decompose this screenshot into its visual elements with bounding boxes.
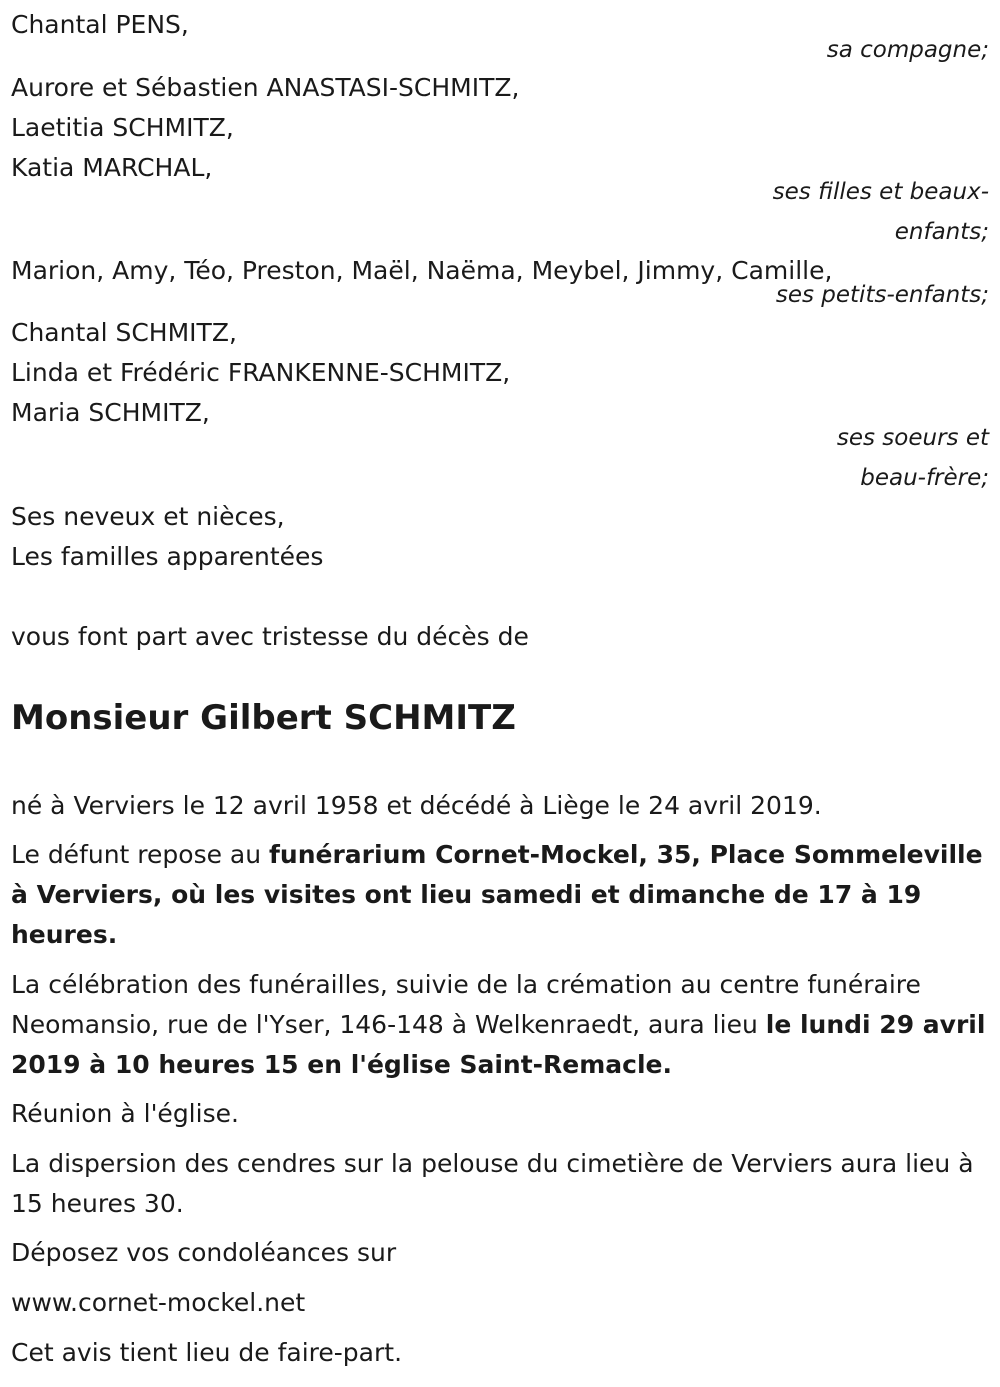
relatives-line: Ses neveux et nièces, xyxy=(11,502,285,531)
deceased-name: Monsieur Gilbert SCHMITZ xyxy=(11,698,516,738)
website-link[interactable]: www.cornet-mockel.net xyxy=(11,1288,306,1317)
condolences-text: Déposez vos condoléances sur xyxy=(11,1238,397,1267)
sibling-line: Linda et Frédéric FRANKENNE-SCHMITZ, xyxy=(11,358,511,387)
siblings-role-cont: beau-frère; xyxy=(860,465,989,491)
dispersion-text: La dispersion des cendres sur la pelouse du cimetière de Verviers aura lieu à 15 heures 30. xyxy=(11,1149,974,1218)
partner-name: Chantal PENS, xyxy=(11,10,189,39)
daughter-line: Aurore et Sébastien ANASTASI-SCHMITZ, xyxy=(11,73,520,102)
repose-intro: Le défunt repose au xyxy=(11,840,270,869)
grandchildren-names: Marion, Amy, Téo, Preston, Maël, Naëma, Meybel, Jimmy, Camille, xyxy=(11,256,833,285)
repose-details: funérarium Cornet-Mockel, 35, Place Sommeleville à Verviers, où les visites ont lieu samedi et dimanche de 17 à 19 heures. xyxy=(11,840,983,949)
daughters-role: ses filles et beaux- xyxy=(772,179,989,205)
closing-text: Cet avis tient lieu de faire-part. xyxy=(11,1338,403,1367)
reunion-text: Réunion à l'église. xyxy=(11,1099,239,1128)
celebration-details: le lundi 29 avril 2019 à 10 heures 15 en l'église Saint-Remacle. xyxy=(11,1010,986,1079)
daughter-line: Laetitia SCHMITZ, xyxy=(11,113,234,142)
daughter-line: Katia MARCHAL, xyxy=(11,153,213,182)
celebration-intro: La célébration des funérailles, suivie de la crémation au centre funéraire Neomansio, rue de l'Yser, 146-148 à Welkenraedt, aura lieu xyxy=(11,970,921,1039)
sibling-line: Chantal SCHMITZ, xyxy=(11,318,237,347)
daughters-role-cont: enfants; xyxy=(894,219,989,245)
grandchildren-role: ses petits-enfants; xyxy=(775,282,989,308)
announcement-text: vous font part avec tristesse du décès de xyxy=(11,622,529,651)
repose-paragraph xyxy=(11,835,991,955)
partner-role: sa compagne; xyxy=(826,37,989,63)
birth-death-text: né à Verviers le 12 avril 1958 et décédé à Liège le 24 avril 2019. xyxy=(11,791,822,820)
siblings-role: ses soeurs et xyxy=(836,425,989,451)
celebration-paragraph xyxy=(11,965,991,1085)
relatives-line: Les familles apparentées xyxy=(11,542,324,571)
sibling-line: Maria SCHMITZ, xyxy=(11,398,210,427)
